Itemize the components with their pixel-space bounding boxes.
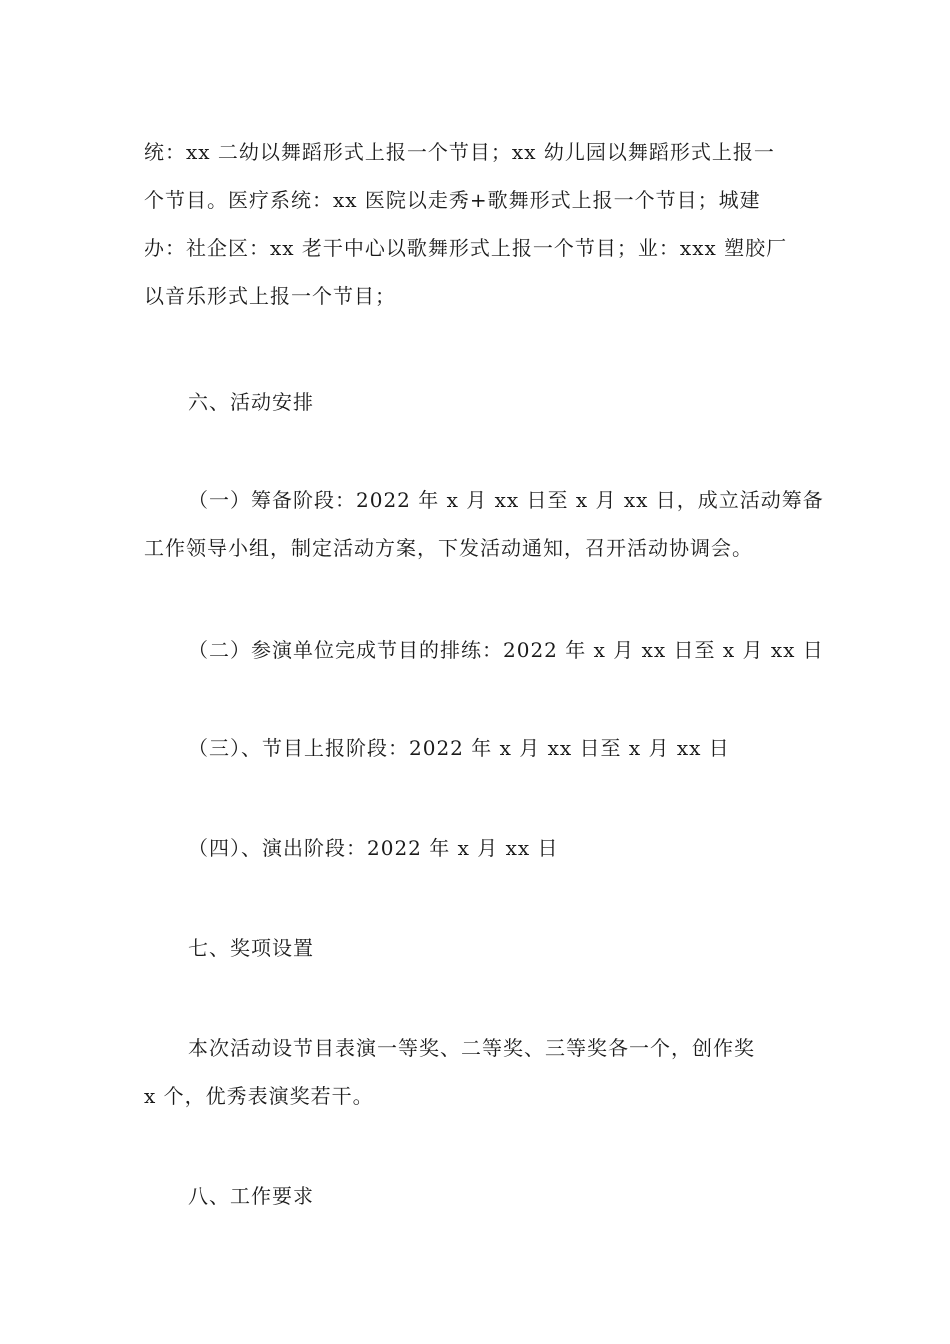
paragraph-line: 个节目。医疗系统：xx 医院以走秀+歌舞形式上报一个节目；城建 [144,188,761,212]
paragraph-stage-2: （二）参演单位完成节目的排练：2022 年 x 月 xx 日至 x 月 xx 日 [188,638,824,662]
paragraph-line: 本次活动设节目表演一等奖、二等奖、三等奖各一个，创作奖 [188,1036,755,1060]
paragraph-line: 以音乐形式上报一个节目； [144,284,396,308]
paragraph-stage-3: （三）、节目上报阶段：2022 年 x 月 xx 日至 x 月 xx 日 [188,736,730,760]
paragraph-line: 办：社企区：xx 老干中心以歌舞形式上报一个节目；业：xxx 塑胶厂 [144,236,788,260]
paragraph-stage-4: （四）、演出阶段：2022 年 x 月 xx 日 [188,836,559,860]
paragraph-line: 工作领导小组，制定活动方案，下发活动通知，召开活动协调会。 [144,536,753,560]
paragraph-stage-1 [144,476,824,572]
section-heading-activity-arrangement: 六、活动安排 [188,390,314,414]
section-heading-awards: 七、奖项设置 [188,936,314,960]
paragraph-program-list [144,128,816,320]
paragraph-line: 统：xx 二幼以舞蹈形式上报一个节目；xx 幼儿园以舞蹈形式上报一 [144,140,775,164]
paragraph-awards [144,1024,816,1120]
paragraph-line: x 个，优秀表演奖若干。 [144,1084,374,1108]
paragraph-line: （一）筹备阶段：2022 年 x 月 xx 日至 x 月 xx 日，成立活动筹备 [188,488,824,512]
section-heading-work-requirements: 八、工作要求 [188,1184,314,1208]
